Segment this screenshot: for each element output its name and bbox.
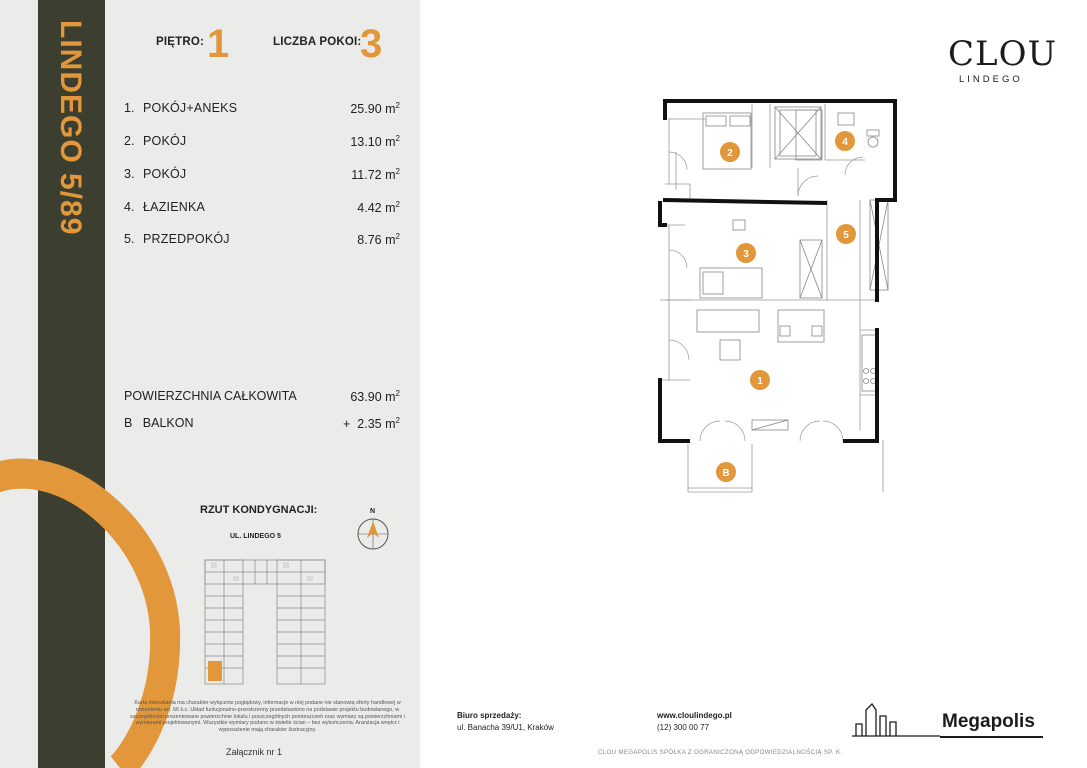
plan-label-room-5: 5 [843, 230, 849, 241]
room-row [124, 134, 404, 150]
balcony-row [124, 416, 404, 432]
floor-plan-section-title: RZUT KONDYGNACJI: [200, 504, 318, 516]
compass-north-label: N [370, 508, 376, 515]
megapolis-logo-icon [850, 700, 940, 740]
plan-label-room-1: 1 [757, 376, 763, 387]
room-area: 4.42 $m^2$ [357, 200, 400, 216]
room-area: 8.76 $m^2$ [357, 232, 400, 248]
total-area-label: POWIERZCHNIA CAŁKOWITA [124, 389, 297, 403]
apartment-floor-plan [650, 95, 900, 500]
room-row [124, 167, 404, 183]
sales-office-label: Biuro sprzedaży: [457, 711, 522, 720]
website-link[interactable]: www.cloulindego.pl [657, 711, 732, 720]
room-name: POKÓJ+ANEKS [143, 101, 238, 115]
clou-logo-subtitle: LINDEGO [959, 74, 1023, 85]
floor-value: 1 [207, 22, 230, 66]
balcony-area: + 2.35 $m^2$ [343, 416, 400, 432]
rooms-count-label: LICZBA POKOI: [273, 36, 362, 48]
room-name: ŁAZIENKA [143, 200, 206, 214]
total-area-row [124, 389, 404, 405]
room-name: PRZEDPOKÓJ [143, 232, 230, 246]
plan-label-room-4: 4 [842, 137, 848, 148]
room-number: 4. [124, 200, 135, 214]
disclaimer-text: Karta mieszkania ma charakter wyłącznie poglądowy, informacje w niej podane nie stanowią oferty handlowej w rozumieniu art. 66 k.c. Układ funkcjonalno-przestrzenny przedstawiono na podstawie projektu budowlanego, w szczególności prezentowane powierzchnie lokalu i poszczególnych pomieszczeń oraz wymiary są powierzchniami i wymiarami projektowanymi. Wszystkie wymiary podano w świetle ścian – bez wykończenia. Aranżacja wnętrz i wyposażenie mają charakter ilustracyjny. [130, 700, 405, 734]
room-number: 2. [124, 134, 135, 148]
side-title: LINDEGO 5/89 [54, 20, 87, 236]
room-number: 5. [124, 232, 135, 246]
room-name: POKÓJ [143, 134, 187, 148]
room-area: 25.90 $m^2$ [350, 101, 400, 117]
company-name: CLOU MEGAPOLIS SPÓŁKA Z OGRANICZONĄ ODPOWIEDZIALNOŚCIĄ SP. K. [598, 749, 843, 756]
plan-label-balcony: B [722, 468, 730, 479]
room-name: POKÓJ [143, 167, 187, 181]
room-row [124, 101, 404, 117]
plan-label-room-2: 2 [727, 148, 733, 159]
balcony-label: B BALKON [124, 416, 194, 430]
room-number: 1. [124, 101, 135, 115]
phone-number: (12) 300 00 77 [657, 723, 710, 732]
compass-icon [354, 506, 394, 552]
clou-logo: CLOU [948, 34, 1058, 74]
megapolis-underline [940, 736, 1043, 738]
street-label: UL. LINDEGO 5 [230, 533, 281, 540]
total-area-value: 63.90 $m^2$ [350, 389, 400, 405]
plan-label-room-3: 3 [743, 249, 749, 260]
room-number: 3. [124, 167, 135, 181]
room-row [124, 232, 404, 248]
building-floor-plan-thumbnail [203, 558, 333, 688]
room-area: 13.10 $m^2$ [350, 134, 400, 150]
rooms-count-value: 3 [360, 22, 383, 66]
floor-label: PIĘTRO: [156, 36, 205, 48]
sales-office-address: ul. Banacha 39/U1, Kraków [457, 723, 554, 732]
megapolis-brand: Megapolis [942, 711, 1035, 732]
room-row [124, 200, 404, 216]
annex-label: Załącznik nr 1 [226, 747, 283, 757]
room-area: 11.72 $m^2$ [351, 167, 400, 183]
